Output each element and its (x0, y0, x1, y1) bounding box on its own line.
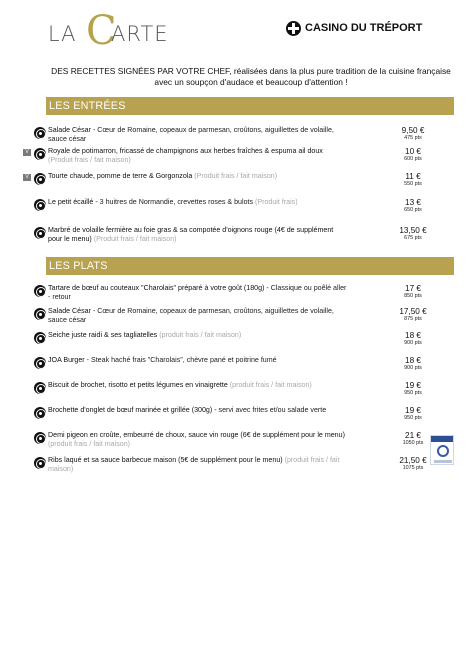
item-details: - servi avec frites et/ou salade verte (212, 406, 327, 414)
menu-item (34, 356, 454, 376)
dish-icon (34, 407, 46, 419)
item-description (48, 307, 348, 325)
item-points: 675 pts (404, 235, 422, 241)
item-points: 950 pts (404, 390, 422, 396)
item-price-block (394, 284, 454, 300)
vegetarian-badge: V (23, 174, 31, 181)
item-name: Salade César (48, 307, 91, 315)
item-description (48, 356, 348, 365)
item-name: JOA Burger (48, 356, 85, 364)
item-price: 18 € (405, 356, 421, 365)
item-tag: (produit frais / fait maison) (48, 456, 340, 473)
item-description (48, 126, 348, 144)
casino-logo-icon (286, 21, 301, 36)
item-description (48, 381, 348, 390)
dish-icon (34, 432, 46, 444)
item-description (48, 431, 348, 449)
item-tag: (Produit frais / fait maison) (91, 235, 177, 243)
item-tag: (Produit frais) (253, 198, 298, 206)
item-price: 21 € (405, 431, 421, 440)
item-points: 1075 pts (402, 465, 424, 471)
item-price: 17 € (405, 284, 421, 293)
casino-name: CASINO DU TRÉPORT (305, 22, 423, 34)
item-details: - Classique ou poêlé aller - retour (48, 284, 347, 301)
item-details: - Cœur de Romaine, copeaux de parmesan, croûtons, aiguillettes de volaille, sauce césar (48, 307, 334, 324)
item-price-block (394, 381, 454, 397)
item-points: 600 pts (404, 156, 422, 162)
item-price: 10 € (405, 147, 421, 156)
menu-item (34, 456, 454, 476)
item-points: 550 pts (404, 181, 422, 187)
item-price-block (394, 406, 454, 422)
item-description (48, 406, 348, 415)
quality-label-icon (430, 435, 454, 465)
brand-word-arte: ARTE (111, 22, 169, 46)
item-price: 13,50 € (399, 226, 427, 235)
item-points: 900 pts (404, 340, 422, 346)
item-points: 950 pts (404, 415, 422, 421)
brand-word-la: LA (48, 22, 77, 46)
item-description (48, 198, 348, 207)
section-title: LES ENTRÉES (46, 97, 454, 115)
item-price-block (394, 226, 454, 242)
dish-icon (34, 285, 46, 297)
item-price: 9,50 € (401, 126, 425, 135)
menu-item (34, 331, 454, 351)
menu-item (34, 381, 454, 401)
item-name: Ribs laqué et sa sauce barbecue maison (5€ de supplément pour le menu) (48, 456, 283, 464)
item-points: 475 pts (404, 135, 422, 141)
menu-item (34, 431, 454, 451)
item-price: 19 € (405, 381, 421, 390)
menu-item (34, 307, 454, 327)
item-name: Biscuit de brochet, risotto et petits légumes en vinaigrette (48, 381, 228, 389)
section-title: LES PLATS (46, 257, 454, 275)
item-points: 1050 pts (402, 440, 424, 446)
item-description (48, 147, 348, 165)
item-tag: (Produit frais / fait maison) (192, 172, 278, 180)
item-points: 900 pts (404, 365, 422, 371)
item-points: 650 pts (404, 207, 422, 213)
item-price-block (394, 172, 454, 188)
menu-item (34, 198, 454, 218)
menu-item (34, 406, 454, 426)
dish-icon (34, 357, 46, 369)
item-name: Tourte chaude, pomme de terre & Gorgonzola (48, 172, 193, 180)
item-price-block (394, 307, 454, 323)
menu-item (34, 226, 454, 246)
item-name: Le petit écaillé (48, 198, 94, 206)
casino-brand (286, 20, 422, 36)
menu-item (34, 147, 454, 167)
menu-item (34, 126, 454, 146)
item-tag: (produit frais / fait maison) (157, 331, 242, 339)
item-details: - 3 huitres de Normandie, crevettes roses & bulots (93, 198, 254, 206)
item-price-block (394, 331, 454, 347)
item-name: Marbré de volaille fermière au foie gras & sa compotée d'oignons rouge (4€ de supplément pour le menu) (48, 226, 334, 243)
dish-icon (34, 382, 46, 394)
item-details: - Cœur de Romaine, copeaux de parmesan, croûtons, aiguillettes de volaille, sauce césar (48, 126, 334, 143)
item-tag: (Produit frais / fait maison) (48, 156, 131, 164)
dish-icon (34, 227, 46, 239)
item-points: 875 pts (404, 316, 422, 322)
dish-icon (34, 332, 46, 344)
dish-icon (34, 148, 46, 160)
dish-icon (34, 457, 46, 469)
menu-header (0, 0, 474, 55)
item-name: Salade César (48, 126, 91, 134)
item-description (48, 456, 348, 474)
item-price: 19 € (405, 406, 421, 415)
brand-initial-c: C (86, 8, 118, 54)
menu-item (34, 284, 454, 304)
dish-icon (34, 199, 46, 211)
item-tag: (produit frais / fait maison) (227, 381, 312, 389)
item-description (48, 284, 348, 302)
menu-item (34, 172, 454, 192)
vegetarian-badge: V (23, 149, 31, 156)
item-price: 18 € (405, 331, 421, 340)
item-price: 11 € (405, 172, 421, 181)
item-description (48, 226, 348, 244)
item-price: 21,50 € (399, 456, 427, 465)
item-name: Royale de potimarron, fricassé de champignons aux herbes fraîches & espuma ail doux (48, 147, 323, 155)
item-price-block (394, 147, 454, 163)
dish-icon (34, 173, 46, 185)
item-name: Brochette d'onglet de bœuf marinée et grillée (300g) (48, 406, 213, 414)
item-name: Demi pigeon en croûte, embeurré de choux, sauce vin rouge (6€ de supplément pour le menu) (48, 431, 345, 439)
item-price-block (394, 356, 454, 372)
item-points: 850 pts (404, 293, 422, 299)
item-details: - Steak haché frais "Charolais", chèvre pané et poitrine fumé (84, 356, 277, 364)
item-name: Seiche juste raidi & ses tagliatelles (48, 331, 158, 339)
dish-icon (34, 127, 46, 139)
intro-text: DES RECETTES SIGNÉES PAR VOTRE CHEF, réalisées dans la plus pure tradition de la cuisine française avec un soupçon d'audace et beaucoup d'attention ! (51, 66, 451, 87)
item-price: 17,50 € (399, 307, 427, 316)
item-description (48, 172, 348, 181)
item-description (48, 331, 348, 340)
item-price-block (394, 126, 454, 142)
dish-icon (34, 308, 46, 320)
item-price: 13 € (405, 198, 421, 207)
item-tag: (produit frais / fait maison) (48, 440, 131, 448)
item-price-block (394, 198, 454, 214)
item-name: Tartare de bœuf au couteaux "Charolais" préparé à votre goût (180g) (48, 284, 265, 292)
